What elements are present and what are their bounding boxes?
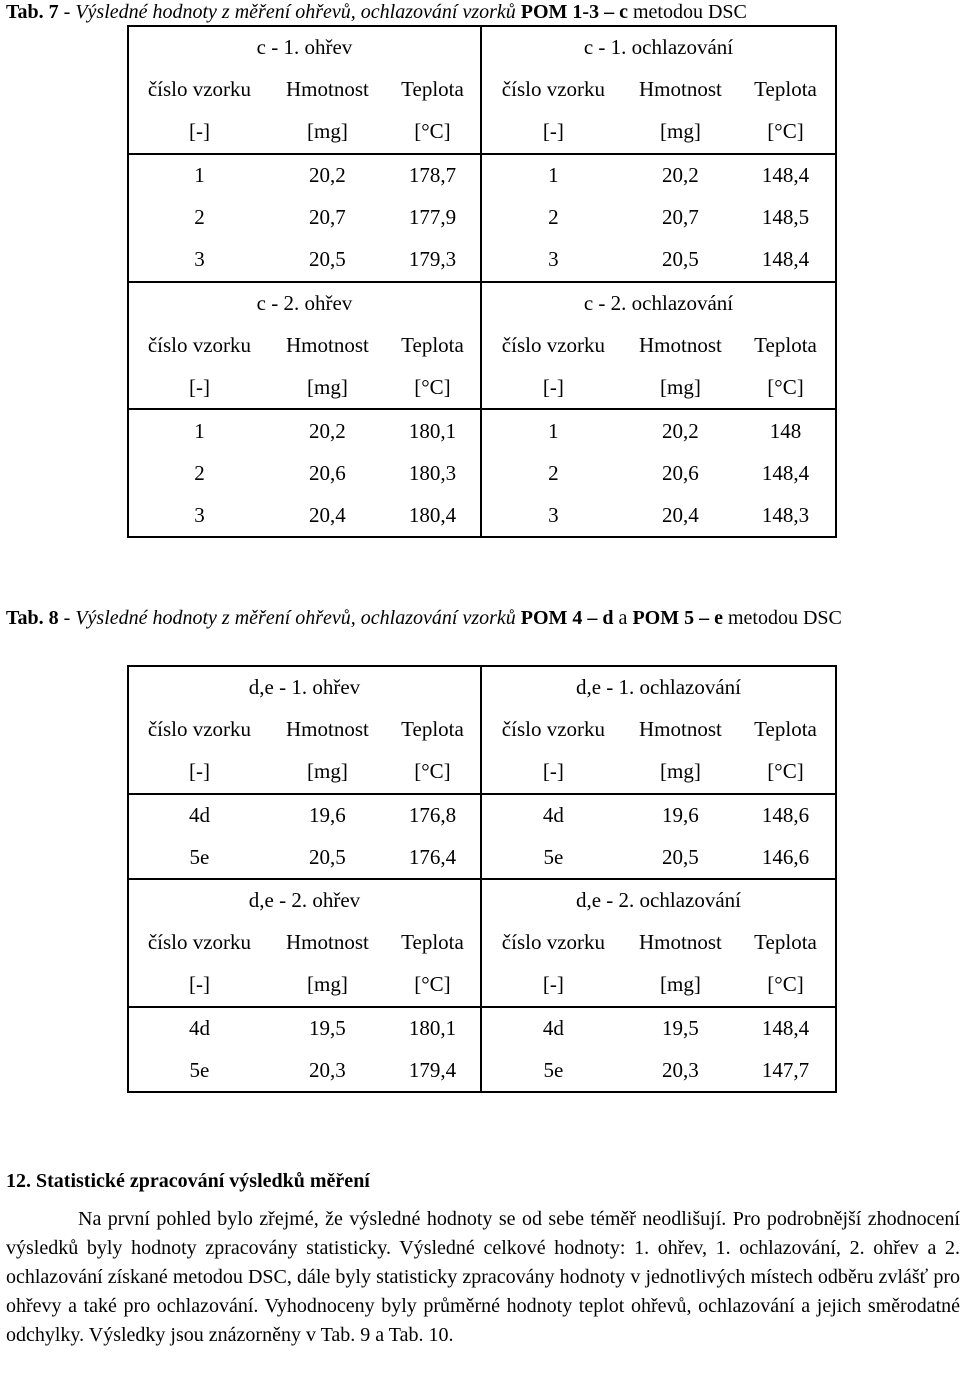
column-header-3: Teplota	[385, 69, 481, 112]
paragraph-text: Na první pohled bylo zřejmé, že výsledné hodnoty se od sebe téměř neodlišují. Pro podrobnější zhodnocení výsledků byly hodnoty zpracovány statisticky. Výsledné celkové hodnoty: 1. ohřev, 1. ochlazování, 2. ohřev a 2. ochlazování získané metodou DSC, dále byly statisticky zpracovány hodnoty v jednotlivých místech odběru zvlášť pro ohřevy a také pro ochlazování. Vyhodnoceny byly průměrné hodnoty teplot ohřevů, ochlazování a jejich směrodatné odchylky. Výsledky jsou znázorněny v Tab. 9 a Tab. 10.	[6, 1208, 960, 1346]
table-8-caption	[6, 606, 906, 630]
table-row	[128, 196, 836, 239]
table-cell: 1	[548, 163, 559, 188]
table-cell: 5e	[543, 1057, 564, 1082]
table-row	[128, 495, 836, 538]
table-cell: 19,6	[309, 803, 346, 828]
unit-header-3: [°C]	[385, 964, 481, 1007]
unit-header-4: [-]	[481, 964, 625, 1007]
caption-label: Tab. 8	[6, 607, 59, 629]
column-header-4: číslo vzorku	[501, 930, 606, 955]
column-header-2: Hmotnost	[286, 332, 369, 357]
table-row	[128, 239, 836, 282]
unit-header-6: [°C]	[736, 367, 836, 410]
unit-header-5: [mg]	[625, 751, 736, 794]
column-header-5: Hmotnost	[639, 77, 722, 102]
table-cell: 20,2	[309, 163, 346, 188]
unit-header-row	[128, 964, 836, 1007]
column-header-1: číslo vzorku	[147, 332, 252, 357]
caption-text: Výsledné hodnoty z měření ohřevů, ochlazování vzorků	[75, 1, 516, 23]
table-row	[128, 409, 836, 452]
column-header-2: Hmotnost	[286, 930, 369, 955]
table-cell: 148,4	[761, 163, 810, 188]
table-cell: 5e	[189, 844, 210, 869]
left-section-title: c - 1. ohřev	[128, 26, 481, 69]
table-row	[128, 794, 836, 837]
column-header-5: Hmotnost	[639, 717, 722, 742]
unit-header-5: [mg]	[625, 964, 736, 1007]
table-cell: 176,4	[385, 836, 481, 879]
column-header-4: číslo vzorku	[501, 332, 606, 357]
table-cell: 20,5	[662, 844, 699, 869]
table-cell: 19,6	[662, 803, 699, 828]
unit-header-4: [-]	[481, 367, 625, 410]
caption-separator: -	[58, 607, 76, 629]
table-cell: 180,4	[385, 495, 481, 538]
unit-header-2: [mg]	[270, 964, 385, 1007]
table-cell: 148,6	[761, 803, 810, 828]
column-header-6: Teplota	[754, 930, 817, 955]
column-header-3: Teplota	[385, 709, 481, 752]
table-cell: 180,3	[385, 452, 481, 495]
table-cell: 148,3	[761, 502, 810, 527]
unit-header-6: [°C]	[736, 751, 836, 794]
table-cell: 20,6	[309, 460, 346, 485]
table-cell: 20,6	[662, 460, 699, 485]
caption-text: Výsledné hodnoty z měření ohřevů, ochlazování vzorků	[75, 607, 516, 629]
caption-sample: POM 1-3 – c	[520, 1, 628, 23]
column-header-2: Hmotnost	[286, 717, 369, 742]
table-cell: 20,5	[662, 247, 699, 272]
unit-header-3: [°C]	[385, 111, 481, 154]
unit-header-6: [°C]	[736, 964, 836, 1007]
column-header-row	[128, 709, 836, 752]
table-cell: 20,5	[309, 247, 346, 272]
left-section-title: d,e - 2. ohřev	[128, 879, 481, 922]
left-section-title: c - 2. ohřev	[128, 282, 481, 325]
table-row	[128, 154, 836, 197]
column-header-3: Teplota	[385, 922, 481, 965]
table-cell: 2	[548, 205, 559, 230]
section-title-row	[128, 879, 836, 922]
table-cell: 148	[769, 418, 802, 443]
unit-header-1: [-]	[128, 964, 270, 1007]
table-7-caption	[6, 0, 747, 24]
table-cell: 20,2	[662, 418, 699, 443]
table-cell: 20,3	[662, 1057, 699, 1082]
column-header-1: číslo vzorku	[147, 930, 252, 955]
unit-header-6: [°C]	[736, 111, 836, 154]
caption-method: metodou DSC	[632, 1, 747, 23]
table-cell: 3	[194, 247, 205, 272]
unit-header-2: [mg]	[270, 111, 385, 154]
unit-header-1: [-]	[128, 367, 270, 410]
table-row	[128, 452, 836, 495]
unit-header-row	[128, 751, 836, 794]
right-section-title: d,e - 1. ochlazování	[575, 675, 742, 700]
table-cell: 4d	[188, 1016, 210, 1041]
table-cell: 148,5	[761, 205, 810, 230]
unit-header-5: [mg]	[625, 367, 736, 410]
table-cell: 19,5	[662, 1016, 699, 1041]
table-cell: 180,1	[385, 1007, 481, 1050]
unit-header-4: [-]	[481, 111, 625, 154]
table-cell: 4d	[542, 803, 564, 828]
caption-method: metodou DSC	[727, 607, 842, 629]
unit-header-1: [-]	[128, 751, 270, 794]
column-header-5: Hmotnost	[639, 332, 722, 357]
table-cell: 3	[194, 502, 205, 527]
table-cell: 147,7	[761, 1057, 810, 1082]
unit-header-1: [-]	[128, 111, 270, 154]
table-cell: 1	[548, 418, 559, 443]
section-paragraph	[6, 1205, 960, 1350]
table-cell: 19,5	[309, 1016, 346, 1041]
table-cell: 148,4	[761, 1016, 810, 1041]
table-cell: 20,2	[662, 163, 699, 188]
unit-header-2: [mg]	[270, 367, 385, 410]
section-title-row	[128, 26, 836, 69]
column-header-1: číslo vzorku	[147, 717, 252, 742]
table-cell: 1	[194, 418, 205, 443]
table-row	[128, 1049, 836, 1092]
section-title-row	[128, 666, 836, 709]
table-cell: 148,4	[761, 247, 810, 272]
caption-and: a	[618, 607, 628, 629]
unit-header-2: [mg]	[270, 751, 385, 794]
caption-separator: -	[58, 1, 76, 23]
table-cell: 5e	[543, 844, 564, 869]
table-cell: 2	[548, 460, 559, 485]
table-cell: 146,6	[761, 844, 810, 869]
table-cell: 177,9	[385, 196, 481, 239]
table-cell: 1	[194, 163, 205, 188]
table-cell: 2	[194, 460, 205, 485]
table-cell: 20,7	[662, 205, 699, 230]
table-cell: 20,4	[309, 502, 346, 527]
section-heading: 12. Statistické zpracování výsledků měření	[6, 1170, 370, 1192]
unit-header-3: [°C]	[385, 751, 481, 794]
table-cell: 179,3	[385, 239, 481, 282]
column-header-6: Teplota	[754, 332, 817, 357]
column-header-row	[128, 922, 836, 965]
table-row	[128, 1007, 836, 1050]
caption-label: Tab. 7	[6, 1, 59, 23]
table-cell: 4d	[542, 1016, 564, 1041]
table-cell: 3	[548, 502, 559, 527]
table-8	[127, 665, 837, 1093]
column-header-2: Hmotnost	[286, 77, 369, 102]
table-cell: 178,7	[385, 154, 481, 197]
column-header-5: Hmotnost	[639, 930, 722, 955]
table-cell: 20,7	[309, 205, 346, 230]
table-row	[128, 836, 836, 879]
table-cell: 20,5	[309, 844, 346, 869]
column-header-row	[128, 69, 836, 112]
unit-header-4: [-]	[481, 751, 625, 794]
table-cell: 2	[194, 205, 205, 230]
table-cell: 176,8	[385, 794, 481, 837]
left-section-title: d,e - 1. ohřev	[128, 666, 481, 709]
unit-header-3: [°C]	[385, 367, 481, 410]
column-header-6: Teplota	[754, 77, 817, 102]
column-header-6: Teplota	[754, 717, 817, 742]
caption-sample-a: POM 4 – d	[520, 607, 614, 629]
right-section-title: c - 2. ochlazování	[481, 282, 836, 325]
unit-header-row	[128, 111, 836, 154]
table-cell: 5e	[189, 1057, 210, 1082]
column-header-1: číslo vzorku	[147, 77, 252, 102]
table-cell: 180,1	[385, 409, 481, 452]
table-cell: 3	[548, 247, 559, 272]
column-header-3: Teplota	[385, 324, 481, 367]
table-cell: 20,4	[662, 502, 699, 527]
unit-header-row	[128, 367, 836, 410]
table-cell: 20,3	[309, 1057, 346, 1082]
column-header-4: číslo vzorku	[501, 77, 606, 102]
table-cell: 148,4	[761, 460, 810, 485]
right-section-title: d,e - 2. ochlazování	[481, 879, 836, 922]
table-cell: 4d	[188, 803, 210, 828]
column-header-row	[128, 324, 836, 367]
column-header-4: číslo vzorku	[501, 717, 606, 742]
right-section-title: c - 1. ochlazování	[583, 35, 734, 60]
unit-header-5: [mg]	[625, 111, 736, 154]
section-title-row	[128, 282, 836, 325]
table-cell: 179,4	[385, 1049, 481, 1092]
caption-sample-b: POM 5 – e	[632, 607, 723, 629]
table-cell: 20,2	[309, 418, 346, 443]
table-7	[127, 25, 837, 538]
